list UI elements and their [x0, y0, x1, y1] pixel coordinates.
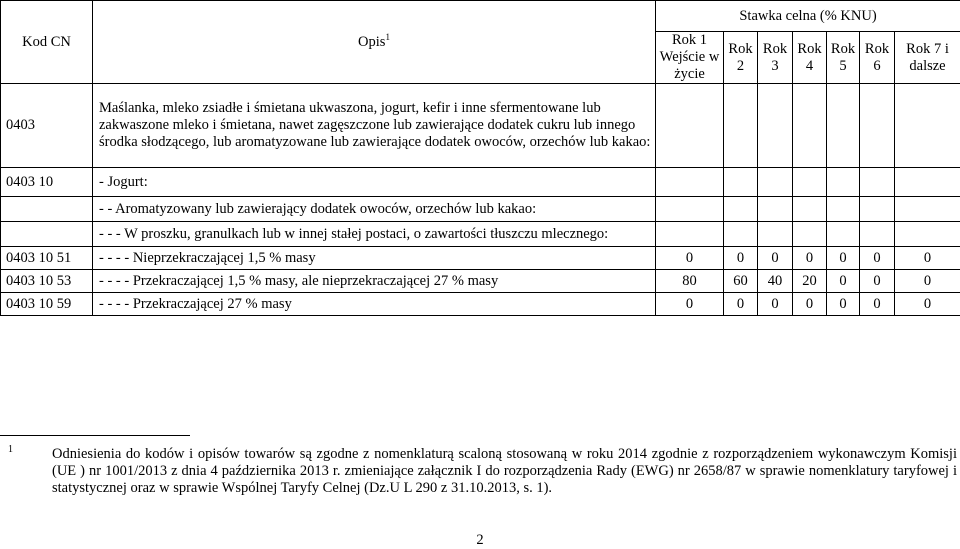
- rate-year-2: 0: [724, 293, 758, 316]
- header-row: [1, 1, 960, 32]
- description: - - Aromatyzowany lub zawierający dodatek owoców, orzechów lub kakao:: [93, 197, 656, 222]
- footnote-text: Odniesienia do kodów i opisów towarów są zgodne z nomenklaturą scaloną stosowaną w roku 2014 zgodnie z rozporządzeniem wykonawczym Komisji (UE ) nr 1001/2013 z dnia 4 października 2013 r. zmieniające załącznik I do rozporządzenia Rady (EWG) nr 2658/87 w sprawie nomenklatury taryfowej i statystycznej oraz w sprawie Wspólnej Taryfy Celnej (Dz.U L 290 z 31.10.2013, s. 1).: [52, 446, 957, 497]
- rate-year-4: 20: [793, 270, 827, 293]
- cn-code: 0403 10 59: [1, 293, 93, 316]
- header-year-6: Rok 6: [860, 32, 895, 84]
- rate-year-3: 40: [758, 270, 793, 293]
- description: - - - W proszku, granulkach lub w innej stałej postaci, o zawartości tłuszczu mlecznego:: [93, 222, 656, 247]
- rate-year-4: 0: [793, 293, 827, 316]
- rate-year-6: 0: [860, 247, 895, 270]
- table-row: [1, 270, 960, 293]
- rate-year-2: 0: [724, 247, 758, 270]
- header-year-7: Rok 7 i dalsze: [895, 32, 960, 84]
- cn-code: [1, 222, 93, 247]
- table-row: [1, 247, 960, 270]
- rate-year-7: 0: [895, 293, 960, 316]
- rate-year-3: 0: [758, 247, 793, 270]
- table-row: [1, 168, 960, 197]
- description: - - - - Przekraczającej 27 % masy: [93, 293, 656, 316]
- rate-year-2: 60: [724, 270, 758, 293]
- rate-year-6: 0: [860, 270, 895, 293]
- header-year-1: Rok 1 Wejście w życie: [656, 32, 724, 84]
- header-year-4: Rok 4: [793, 32, 827, 84]
- description: Maślanka, mleko zsiadłe i śmietana ukwaszona, jogurt, kefir i inne sfermentowane lub zakwaszone mleko i śmietana, nawet zagęszczone lub zawierające dodatek cukru lub innego środka słodzącego, lub aromatyzowane lub zawierające dodatek owoców, orzechów lub kakao:: [93, 84, 656, 168]
- rate-year-5: 0: [827, 293, 860, 316]
- header-kod-cn: Kod CN: [1, 1, 93, 84]
- table-row: [1, 84, 960, 168]
- description: - - - - Nieprzekraczającej 1,5 % masy: [93, 247, 656, 270]
- header-year-5: Rok 5: [827, 32, 860, 84]
- rate-year-4: 0: [793, 247, 827, 270]
- rate-year-5: 0: [827, 247, 860, 270]
- rate-year-6: 0: [860, 293, 895, 316]
- table-row: [1, 197, 960, 222]
- table-row: [1, 293, 960, 316]
- footnote-separator: [0, 435, 190, 436]
- rate-year-3: 0: [758, 293, 793, 316]
- rate-year-7: 0: [895, 270, 960, 293]
- cn-code: 0403 10: [1, 168, 93, 197]
- cn-code: 0403 10 53: [1, 270, 93, 293]
- table-row: [1, 222, 960, 247]
- header-stawka: Stawka celna (% KNU): [656, 1, 960, 32]
- description: - Jogurt:: [93, 168, 656, 197]
- rate-year-7: 0: [895, 247, 960, 270]
- rate-year-1: 0: [656, 247, 724, 270]
- cn-code: [1, 197, 93, 222]
- header-opis: Opis$^1$: [93, 1, 656, 84]
- cn-code: 0403: [1, 84, 93, 168]
- description: - - - - Przekraczającej 1,5 % masy, ale nieprzekraczającej 27 % masy: [93, 270, 656, 293]
- rate-year-1: 0: [656, 293, 724, 316]
- header-year-2: Rok 2: [724, 32, 758, 84]
- footnote-mark: 1: [8, 444, 13, 455]
- footnote-ref: 1: [385, 32, 390, 42]
- rate-year-1: 80: [656, 270, 724, 293]
- header-year-3: Rok 3: [758, 32, 793, 84]
- page-number: 2: [0, 532, 960, 549]
- cn-code: 0403 10 51: [1, 247, 93, 270]
- rate-year-5: 0: [827, 270, 860, 293]
